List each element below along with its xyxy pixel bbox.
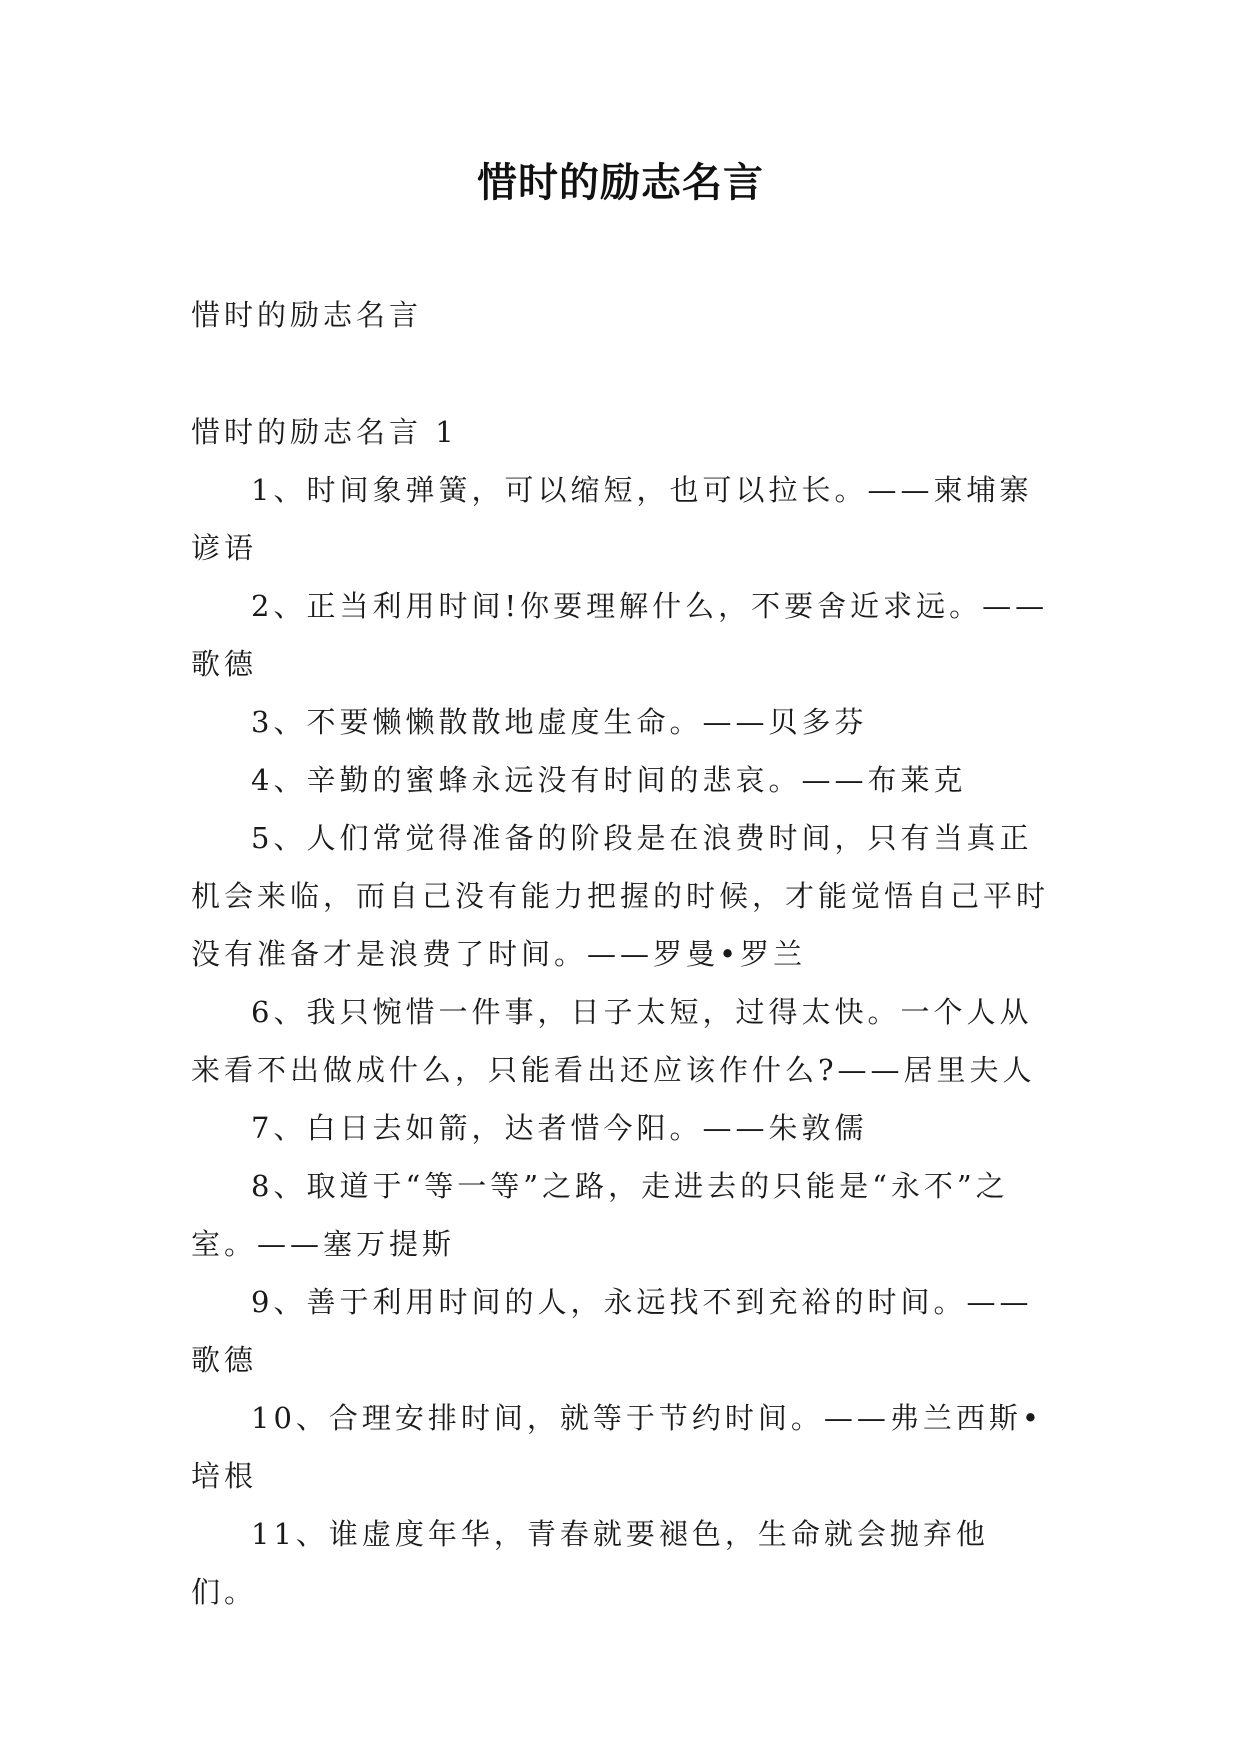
quote-item: 2、正当利用时间!你要理解什么，不要舍近求远。——歌德: [191, 589, 1049, 681]
quote-item: 3、不要懒懒散散地虚度生命。——贝多芬: [251, 705, 868, 739]
quote-item: 10、合理安排时间，就等于节约时间。——弗兰西斯•培根: [191, 1401, 1044, 1493]
quote-item: 7、白日去如箭，达者惜今阳。——朱敦儒: [251, 1111, 868, 1145]
quote-item: 9、善于利用时间的人，永远找不到充裕的时间。——歌德: [191, 1285, 1033, 1377]
document-title: 惜时的励志名言: [477, 160, 764, 206]
section-heading: 惜时的励志名言 1: [191, 415, 458, 449]
quote-item: 6、我只惋惜一件事，日子太短，过得太快。一个人从来看不出做成什么，只能看出还应该作什么?——居里夫人: [191, 995, 1036, 1087]
quote-item: 1、时间象弹簧，可以缩短，也可以拉长。——柬埔寨谚语: [191, 473, 1033, 565]
quote-item: 11、谁虚度年华，青春就要褪色，生命就会抛弃他们。: [191, 1517, 989, 1609]
document-subtitle: 惜时的励志名言: [191, 298, 423, 332]
quote-item: 8、取道于“等一等”之路，走进去的只能是“永不”之室。——塞万提斯: [191, 1169, 1009, 1261]
quote-item: 4、辛勤的蜜蜂永远没有时间的悲哀。——布莱克: [251, 763, 967, 797]
quote-list: [191, 461, 1051, 1621]
quote-item: 5、人们常觉得准备的阶段是在浪费时间，只有当真正机会来临，而自己没有能力把握的时候，才能觉悟自己平时没有准备才是浪费了时间。——罗曼•罗兰: [191, 821, 1050, 971]
